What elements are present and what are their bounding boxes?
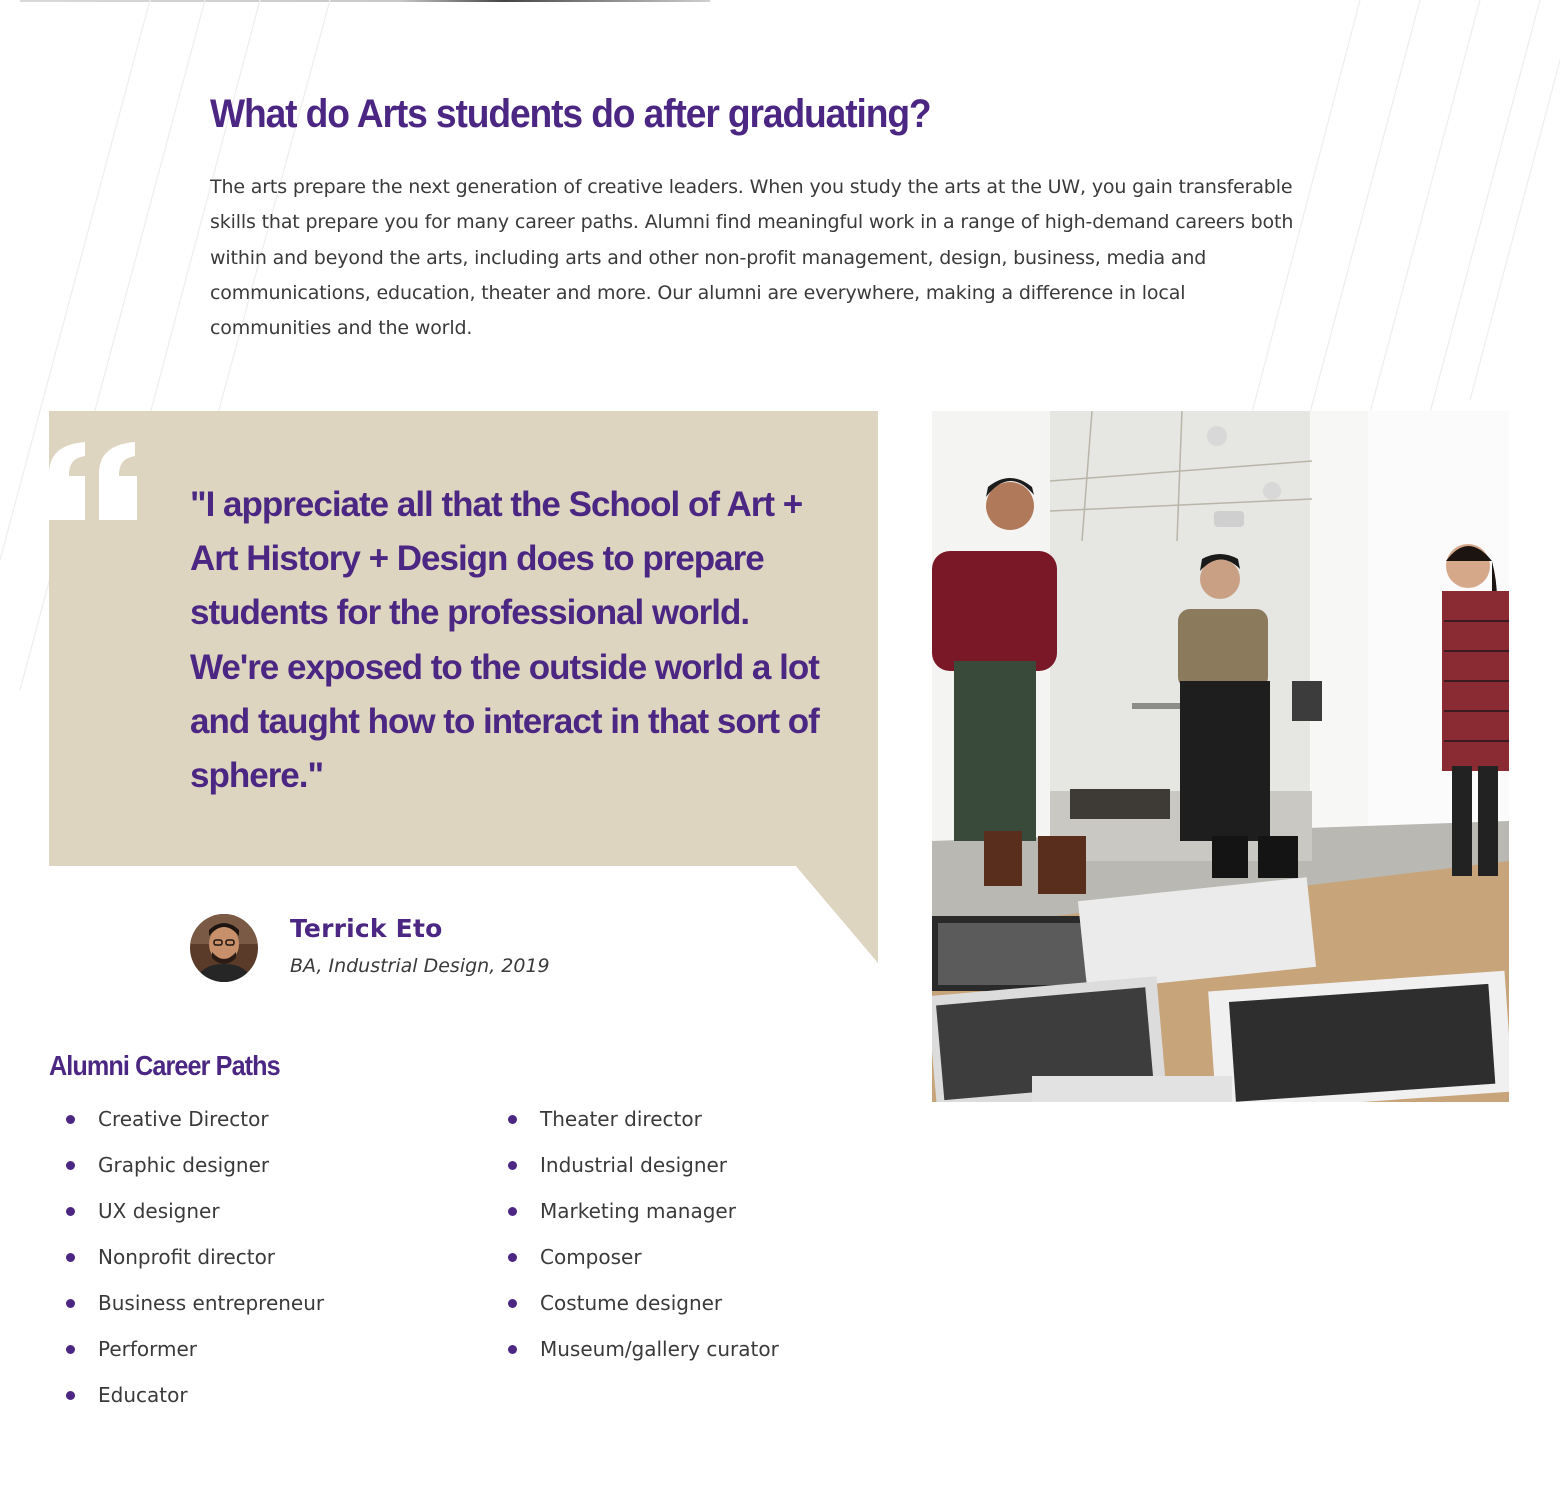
career-item-label: Creative Director [98,1107,269,1131]
career-item [506,1096,779,1142]
testimonial-quote: "I appreciate all that the School of Art + Art History + Design does to prepare students for the professional world. We're exposed to the outside world a lot and taught how to interact in that sort of sphere." [190,485,819,796]
career-item-label: Museum/gallery curator [540,1337,779,1361]
bullet-icon [66,1345,75,1354]
career-item [64,1326,324,1372]
career-item [64,1096,324,1142]
career-item-label: Nonprofit director [98,1245,276,1269]
career-list-column-2 [506,1096,779,1372]
speech-bubble-tail [795,865,878,963]
career-item-label: UX designer [98,1199,220,1223]
bullet-icon [508,1115,517,1124]
career-item [64,1142,324,1188]
career-item [64,1234,324,1280]
career-item-label: Educator [98,1383,188,1407]
avatar [190,914,258,982]
careers-title: Alumni Career Paths [49,1050,280,1081]
career-item [64,1372,324,1418]
bullet-icon [66,1391,75,1400]
career-item-label: Performer [98,1337,198,1361]
testimonial-degree: BA, Industrial Design, 2019 [290,955,550,977]
quote-mark-icon [49,442,137,520]
career-item-label: Costume designer [540,1291,723,1315]
career-item-label: Theater director [540,1107,702,1131]
bullet-icon [66,1161,75,1170]
bullet-icon [508,1345,517,1354]
bullet-icon [508,1299,517,1308]
career-item [64,1188,324,1234]
bullet-icon [508,1161,517,1170]
top-divider [20,0,710,2]
career-item [506,1234,779,1280]
bullet-icon [66,1207,75,1216]
bullet-icon [66,1299,75,1308]
career-item [506,1142,779,1188]
intro-paragraph: The arts prepare the next generation of creative leaders. When you study the arts at the UW, you gain transferable skills that prepare you for many career paths. Alumni find meaningful work in a range of high-demand careers both within and beyond the arts, including arts and other non-profit management, design, business, media and communications, education, theater and more. Our alumni are everywhere, making a difference in local communities and the world. [210,176,1294,340]
career-item-label: Graphic designer [98,1153,270,1177]
career-item-label: Business entrepreneur [98,1291,325,1315]
career-item [506,1188,779,1234]
career-item-label: Composer [540,1245,642,1269]
bullet-icon [508,1253,517,1262]
career-item [506,1326,779,1372]
bullet-icon [66,1115,75,1124]
career-list-column-1 [64,1096,324,1418]
career-item-label: Industrial designer [540,1153,728,1177]
students-gallery-photo [932,411,1509,1102]
section-heading: What do Arts students do after graduating? [210,92,931,136]
career-item-label: Marketing manager [540,1199,736,1223]
career-item [506,1280,779,1326]
career-item [64,1280,324,1326]
bullet-icon [66,1253,75,1262]
bullet-icon [508,1207,517,1216]
testimonial-name: Terrick Eto [290,914,443,943]
